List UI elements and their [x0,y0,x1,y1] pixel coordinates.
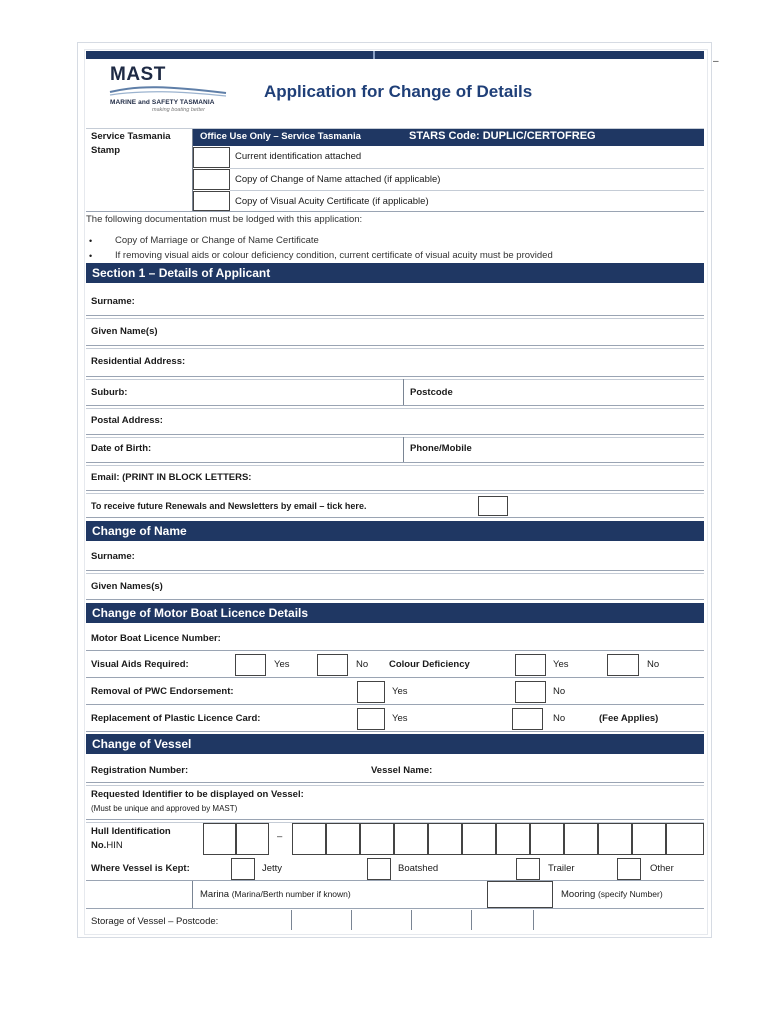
hin-cell[interactable] [564,823,598,855]
newsletter-checkbox[interactable] [478,496,508,516]
hin-cell[interactable] [292,823,326,855]
rule [86,211,704,212]
boatshed-checkbox[interactable] [367,858,391,880]
rule [86,517,704,518]
vessel-title: Change of Vessel [92,737,192,751]
stamp-label: Service Tasmania [91,131,171,142]
section1-title: Section 1 – Details of Applicant [92,266,271,280]
mooring-label [561,889,663,900]
hin-cell[interactable] [462,823,496,855]
postcode-cell[interactable] [351,910,352,930]
pwc-no-label: No [553,686,566,697]
boatshed-label: Boatshed [398,863,439,874]
given-name-label: Given Name(s) [91,326,158,337]
check-id-label: Current identification attached [235,151,362,162]
field-line[interactable] [86,315,704,316]
hin-dash: – [277,831,283,842]
office-use-bar [193,129,704,146]
hin-cell[interactable] [598,823,632,855]
rule [86,348,704,349]
other-label: Other [650,863,674,874]
field-line[interactable] [86,405,704,406]
form-title: Application for Change of Details [264,82,533,101]
rule [230,190,704,191]
replacement-no-checkbox[interactable] [512,708,543,730]
office-use-label: Office Use Only – Service Tasmania [200,131,361,142]
bullet-icon: • [89,236,93,246]
marina-note: (Marina/Berth number if known) [231,889,351,899]
new-surname-label: Surname: [91,551,135,562]
postcode-label: Postcode [410,387,453,398]
storage-label: Storage of Vessel – Postcode: [91,916,219,927]
jetty-label: Jetty [262,863,283,874]
marina-label [200,889,351,900]
colour-no-checkbox[interactable] [607,654,639,676]
check-acuity-box[interactable] [193,191,230,211]
hin-label: Hull Identification [91,826,171,837]
cell-divider [403,437,404,463]
hin-cell[interactable] [326,823,360,855]
field-line[interactable] [86,570,704,571]
trailer-label: Trailer [548,863,575,874]
hin-cell[interactable] [394,823,428,855]
rule [86,437,704,438]
check-id-box[interactable] [193,147,230,168]
colour-deficiency-label: Colour Deficiency [389,659,470,670]
hin-cell[interactable] [203,823,236,855]
rule [86,379,704,380]
cell-divider [192,881,193,908]
rule [86,408,704,409]
hin-abbr: HIN [106,840,123,851]
hin-cell[interactable] [360,823,394,855]
replacement-no-label: No [553,713,566,724]
check-name-label: Copy of Change of Name attached (if applicable) [235,174,441,185]
vessel-header [86,734,704,754]
licence-header [86,603,704,623]
mooring-text: Mooring [561,889,596,900]
replacement-label: Replacement of Plastic Licence Card: [91,713,261,724]
visual-aids-yes-label: Yes [274,659,290,670]
rule [86,785,704,786]
marina-checkbox[interactable] [487,881,553,908]
postcode-cell[interactable] [411,910,412,930]
dob-label: Date of Birth: [91,443,152,454]
other-checkbox[interactable] [617,858,641,880]
new-given-label: Given Names(s) [91,581,163,592]
field-line[interactable] [86,490,704,491]
pwc-label: Removal of PWC Endorsement: [91,686,234,697]
visual-aids-label: Visual Aids Required: [91,659,189,670]
rule [86,465,704,466]
vessel-name-label: Vessel Name: [371,765,433,776]
hin-no: No. [91,840,107,851]
rule [86,908,704,909]
rule [230,168,704,169]
jetty-checkbox[interactable] [231,858,255,880]
colour-yes-label: Yes [553,659,569,670]
bullet-icon: • [89,251,93,261]
cell-divider [403,379,404,406]
replacement-yes-label: Yes [392,713,408,724]
field-line[interactable] [86,376,704,377]
check-acuity-label: Copy of Visual Acuity Certificate (if applicable) [235,196,429,207]
hin-cell[interactable] [428,823,462,855]
hin-cell[interactable] [236,823,269,855]
mooring-note: (specify Number) [597,889,663,899]
docs-item: If removing visual aids or colour deficiency condition, current certificate of visual acuity must be provided [115,250,553,261]
logo-wave-icon [108,84,228,100]
pwc-no-checkbox[interactable] [515,681,546,703]
change-name-header [86,521,704,541]
visual-aids-no-label: No [356,659,369,670]
rule [86,704,704,705]
postcode-cell[interactable] [291,910,292,930]
registration-label: Registration Number: [91,765,189,776]
rule [86,493,704,494]
licence-title: Change of Motor Boat Licence Details [92,606,309,620]
field-line[interactable] [86,819,704,820]
logo-subtitle: MARINE and SAFETY TASMANIA [110,99,215,106]
change-name-title: Change of Name [92,524,187,538]
logo-wordmark: MAST [110,64,166,85]
field-line[interactable] [86,782,704,783]
colour-no-label: No [647,659,660,670]
rule [86,731,704,732]
field-line[interactable] [86,462,704,463]
trailer-checkbox[interactable] [516,858,540,880]
hin-cell[interactable] [632,823,666,855]
logo-tagline: making boating better [152,107,205,113]
postal-address-label: Postal Address: [91,415,163,426]
hin-label-2 [91,840,123,851]
field-line[interactable] [86,345,704,346]
colour-yes-checkbox[interactable] [515,654,546,676]
identifier-label: Requested Identifier to be displayed on Vessel: [91,789,304,800]
newsletter-label: To receive future Renewals and Newsletters by email – tick here. [91,501,367,511]
residential-address-label: Residential Address: [91,356,186,367]
rule [86,573,704,574]
visual-aids-no-checkbox[interactable] [317,654,348,676]
pwc-yes-checkbox[interactable] [357,681,385,703]
phone-label: Phone/Mobile [410,443,472,454]
postcode-cell[interactable] [533,910,534,930]
corner-dash: – [713,56,719,67]
field-line[interactable] [86,599,704,600]
stamp-label-2: Stamp [91,145,121,156]
field-line[interactable] [86,434,704,435]
field-line[interactable] [86,650,704,651]
section1-header [86,263,704,283]
email-label: Email: (PRINT IN BLOCK LETTERS: [91,472,252,483]
rule [86,880,704,881]
suburb-label: Suburb: [91,387,128,398]
rule [86,677,704,678]
fee-note: (Fee Applies) [599,713,659,724]
top-rule [86,51,704,59]
hin-cell[interactable] [530,823,564,855]
postcode-cell[interactable] [471,910,472,930]
surname-label: Surname: [91,296,135,307]
hin-cell[interactable] [496,823,530,855]
stars-code: STARS Code: DUPLIC/CERTOFREG [409,130,596,142]
docs-intro: The following documentation must be lodged with this application: [86,214,363,225]
check-name-box[interactable] [193,169,230,190]
pwc-yes-label: Yes [392,686,408,697]
replacement-yes-checkbox[interactable] [357,708,385,730]
marina-text: Marina [200,889,230,900]
visual-aids-yes-checkbox[interactable] [235,654,266,676]
rule [86,318,704,319]
hin-cell[interactable] [666,823,704,855]
licence-number-label: Motor Boat Licence Number: [91,633,221,644]
docs-item: Copy of Marriage or Change of Name Certificate [115,235,319,246]
identifier-note: (Must be unique and approved by MAST) [91,804,238,813]
kept-label: Where Vessel is Kept: [91,863,190,874]
